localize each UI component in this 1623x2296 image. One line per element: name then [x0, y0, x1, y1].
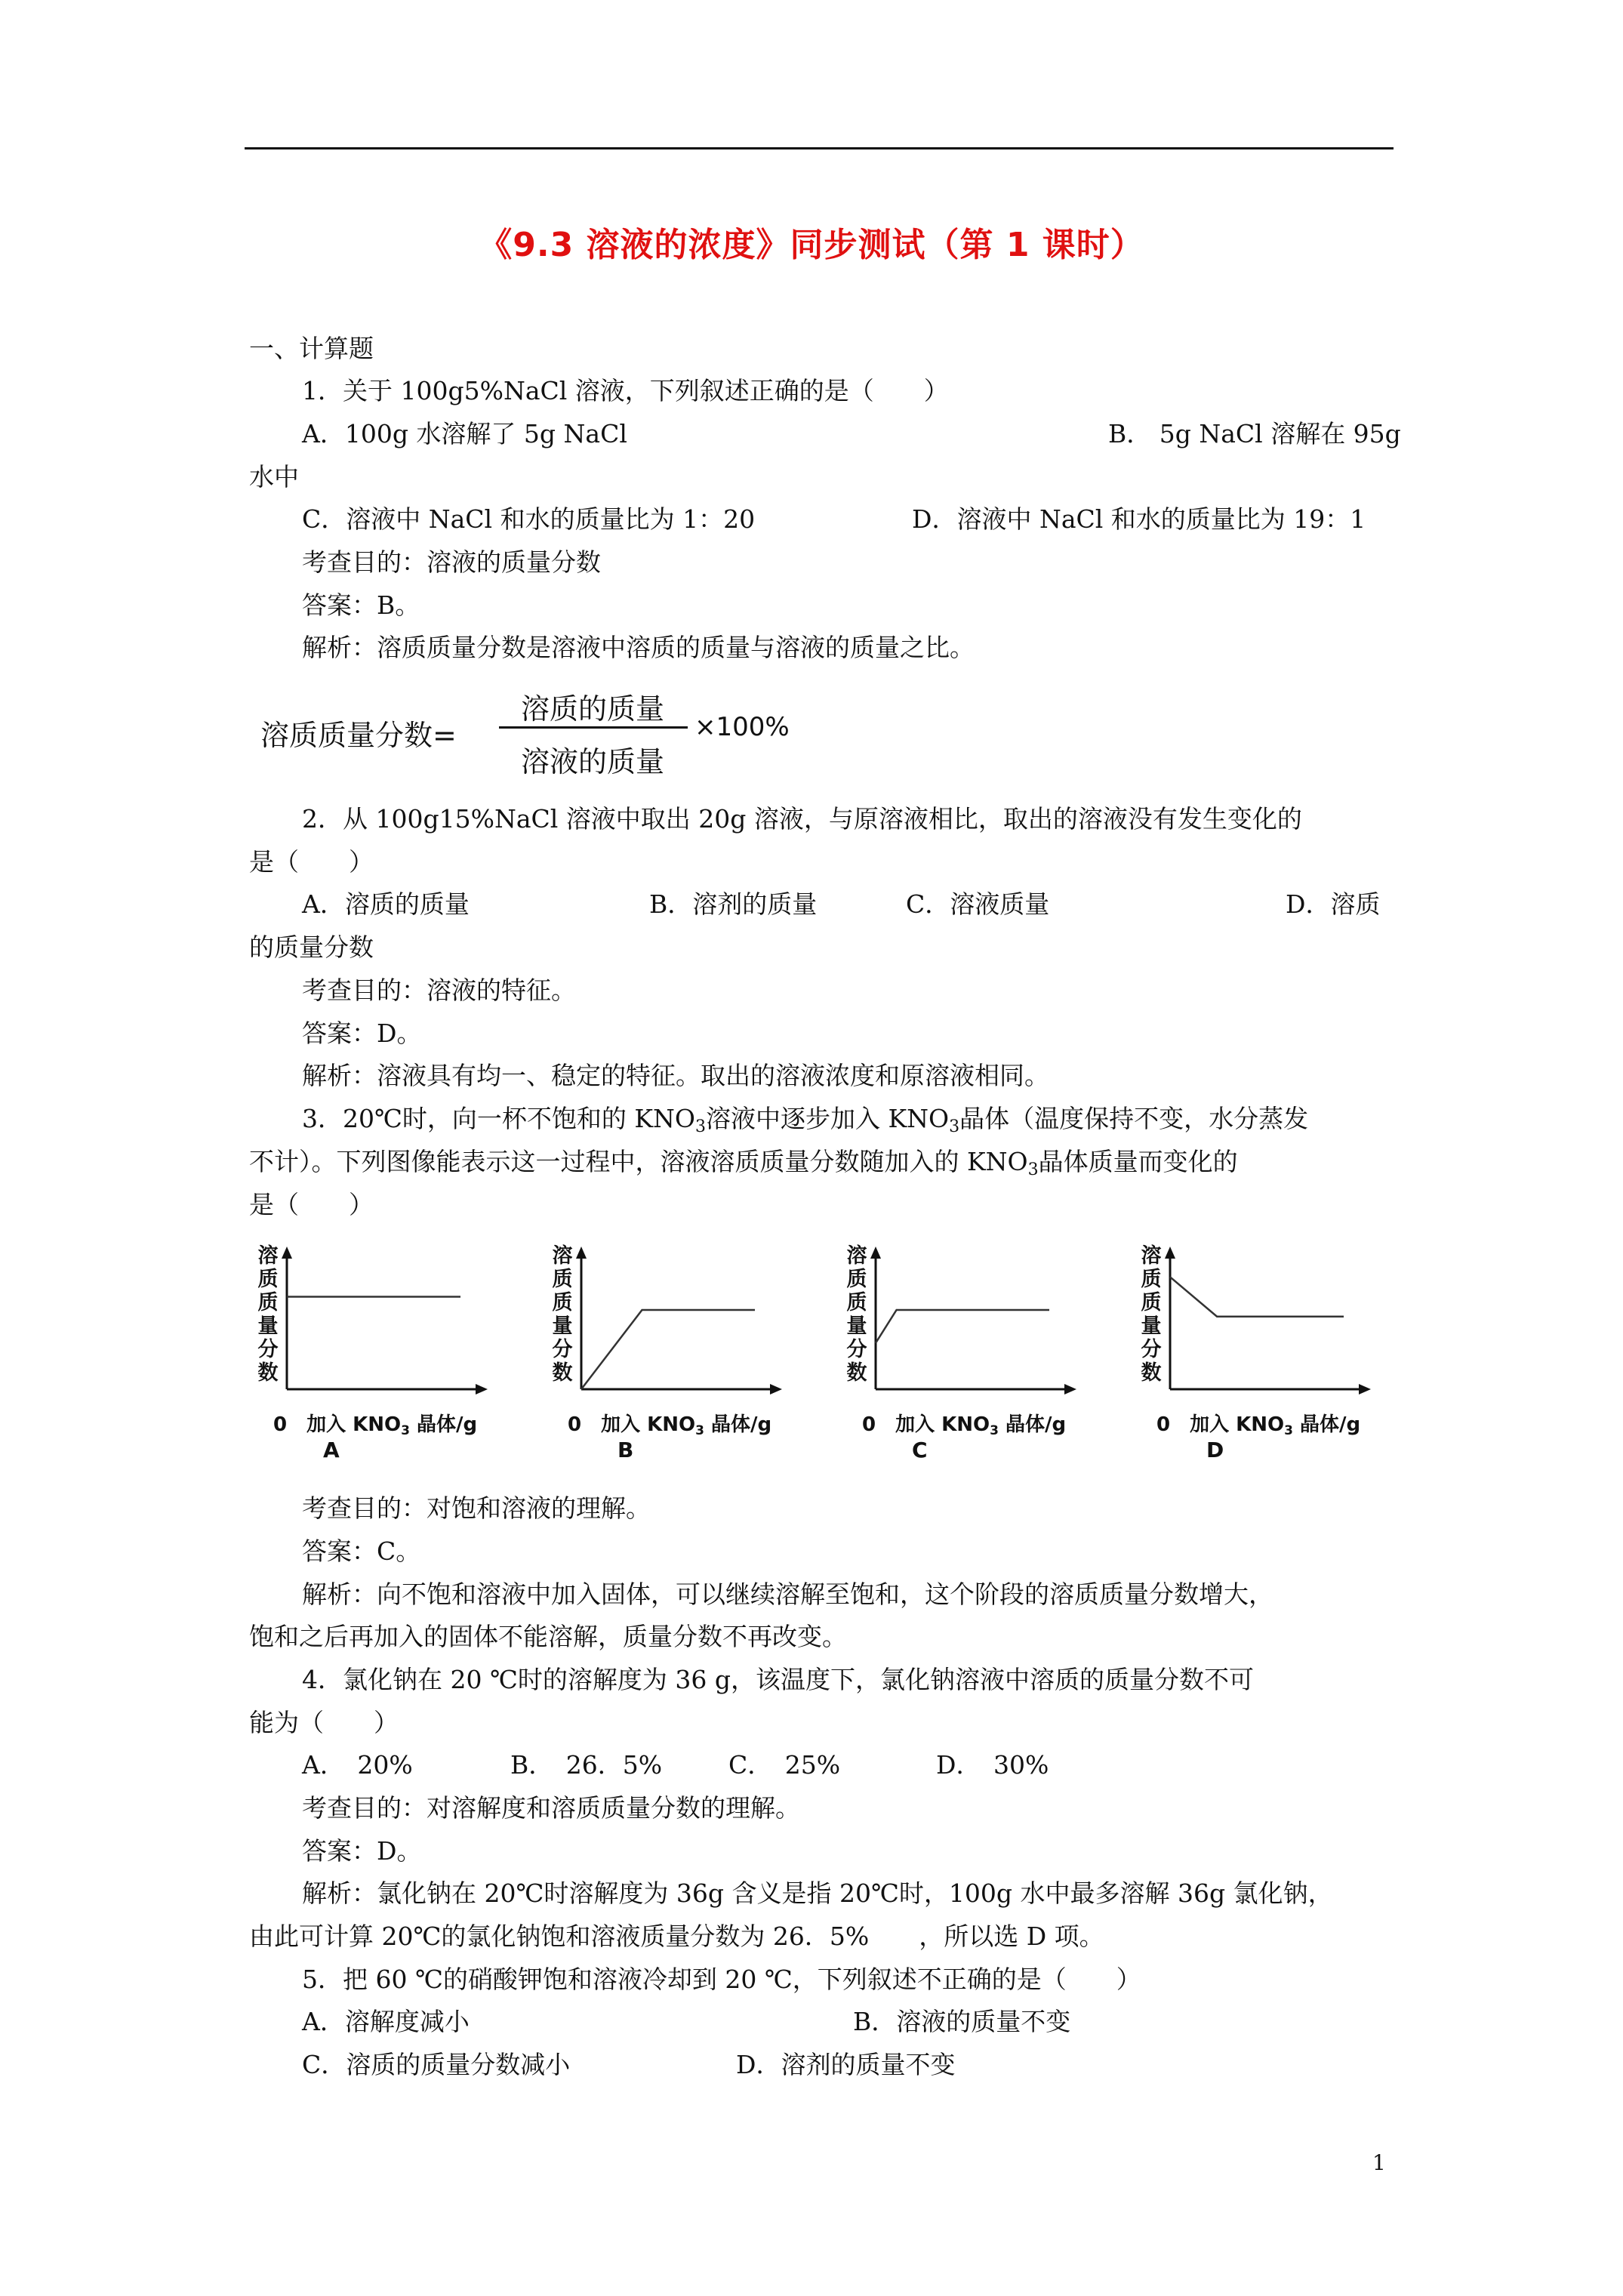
y-axis-label-char: 数	[1141, 1361, 1162, 1385]
q5-option-b: B．溶液的质量不变	[853, 2007, 1071, 2036]
y-axis-label-char: 分	[1141, 1338, 1162, 1361]
q4-option-a: A． 20%	[302, 1750, 413, 1780]
q2-analysis: 解析：溶液具有均一、稳定的特征。取出的溶液浓度和原溶液相同。	[302, 1061, 1049, 1090]
q4-analysis-line1: 解析：氯化钠在 20℃时溶解度为 36g 含义是指 20℃时，100g 水中最多溶解 36g 氯化钠，	[302, 1878, 1333, 1908]
graph-option-d	[1140, 1238, 1397, 1465]
q5-option-d: D．溶剂的质量不变	[736, 2050, 956, 2079]
x-axis-label: 0 加入 $KNO_3$ 晶体/g	[568, 1413, 772, 1438]
q2-option-b: B．溶剂的质量	[649, 889, 818, 919]
y-axis-label-char: 质	[846, 1268, 867, 1291]
q4-option-c: C． 25%	[728, 1750, 841, 1780]
y-axis-label-char: 溶	[1141, 1244, 1162, 1268]
y-axis-label-char: 量	[552, 1314, 573, 1338]
y-axis-label	[551, 1244, 574, 1385]
q3-stem-line2: 不计）。下列图像能表示这一过程中，溶液溶质质量分数随加入的 $KNO_3$晶体质量而变化的	[249, 1147, 1238, 1179]
q3-analysis-line1: 解析：向不饱和溶液中加入固体，可以继续溶解至饱和，这个阶段的溶质质量分数增大，	[302, 1579, 1273, 1609]
q2-stem-line1: 2．从 100g15%NaCl 溶液中取出 20g 溶液，与原溶液相比，取出的溶液没有发生变化的	[302, 804, 1302, 834]
q5-stem: 5．把 60 ℃的硝酸钾饱和溶液冷却到 20 ℃，下列叙述不正确的是（ ）	[302, 1965, 1141, 1994]
x-axis-arrow	[476, 1384, 488, 1395]
y-axis-arrow	[1165, 1247, 1175, 1259]
y-axis-label-char: 质	[257, 1268, 279, 1291]
y-axis-label	[1140, 1244, 1163, 1385]
q2-aim: 考查目的：溶液的特征。	[302, 975, 576, 1005]
graph-option-b	[551, 1238, 808, 1465]
graph-label: B	[617, 1438, 634, 1462]
page-title: 《9.3 溶液的浓度》同步测试（第 1 课时）	[479, 226, 1144, 264]
y-axis-label-char: 分	[846, 1338, 867, 1361]
graph-plot	[845, 1238, 1102, 1412]
y-axis-label	[257, 1244, 279, 1385]
q4-analysis-line2: 由此可计算 20℃的氯化钠饱和溶液质量分数为 26．5% ，所以选 D 项。	[249, 1922, 1104, 1951]
y-axis-label-char: 溶	[552, 1244, 573, 1268]
graph-plot	[257, 1238, 513, 1412]
q2-option-c: C．溶液质量	[906, 889, 1050, 919]
data-line	[876, 1310, 1049, 1343]
q1-analysis: 解析：溶质质量分数是溶液中溶质的质量与溶液的质量之比。	[302, 633, 975, 662]
y-axis-label-char: 质	[257, 1291, 279, 1314]
y-axis-label-char: 数	[552, 1361, 573, 1385]
x-axis-arrow	[1064, 1384, 1076, 1395]
q3-stem-line1: 3．20℃时，向一杯不饱和的 $KNO_3$溶液中逐步加入 $KNO_3$晶体（温度保持不变，水分蒸发	[302, 1104, 1309, 1136]
y-axis-label-char: 质	[1141, 1291, 1162, 1314]
q2-option-a: A．溶质的质量	[302, 889, 470, 919]
q4-option-d: D． 30%	[936, 1750, 1049, 1780]
data-line	[1170, 1277, 1344, 1316]
q5-option-a: A．溶解度减小	[302, 2007, 470, 2036]
q4-stem-line2: 能为（ ）	[249, 1708, 399, 1737]
data-line	[581, 1310, 755, 1389]
x-axis-label: 0 加入 $KNO_3$ 晶体/g	[273, 1413, 478, 1438]
y-axis-label-char: 分	[257, 1338, 279, 1361]
y-axis-arrow	[870, 1247, 881, 1259]
q2-option-d: D．溶质	[1286, 889, 1381, 919]
q4-option-b: B． 26．5%	[510, 1750, 663, 1780]
y-axis-arrow	[576, 1247, 587, 1259]
q4-stem-line1: 4．氯化钠在 20 ℃时的溶解度为 36 g，该温度下，氯化钠溶液中溶质的质量分数不可	[302, 1665, 1254, 1694]
x-axis-arrow	[770, 1384, 782, 1395]
q1-option-c: C．溶液中 NaCl 和水的质量比为 1：20	[302, 504, 756, 534]
x-axis-arrow	[1359, 1384, 1371, 1395]
q1-option-b: B． 5g NaCl 溶解在 95g	[1108, 419, 1401, 448]
graph-label: A	[323, 1438, 340, 1462]
x-axis-label: 0 加入 $KNO_3$ 晶体/g	[1156, 1413, 1361, 1438]
y-axis-label-char: 量	[846, 1314, 867, 1338]
q4-aim: 考查目的：对溶解度和溶质质量分数的理解。	[302, 1793, 800, 1823]
q1-stem: 1．关于 100g5%NaCl 溶液，下列叙述正确的是（ ）	[302, 376, 949, 405]
formula-denominator: 溶液的质量	[520, 745, 664, 778]
page-number: 1	[1372, 2150, 1386, 2175]
y-axis-label-char: 溶	[846, 1244, 867, 1268]
q2-stem-line2: 是（ ）	[249, 847, 374, 877]
q1-option-d: D．溶液中 NaCl 和水的质量比为 19：1	[912, 504, 1366, 534]
mass-fraction-formula	[260, 686, 789, 784]
graph-plot	[551, 1238, 808, 1412]
q3-answer: 答案：C。	[302, 1536, 421, 1566]
graph-label: C	[912, 1438, 928, 1462]
y-axis-label-char: 溶	[257, 1244, 279, 1268]
q2-option-d-cont: 的质量分数	[249, 932, 374, 962]
x-axis-label: 0 加入 $KNO_3$ 晶体/g	[862, 1413, 1067, 1438]
q1-answer: 答案：B。	[302, 590, 420, 620]
q1-option-a: A．100g 水溶解了 5g NaCl	[302, 419, 627, 448]
section-heading: 一、计算题	[249, 334, 374, 363]
y-axis-label-char: 数	[257, 1361, 279, 1385]
q2-answer: 答案：D。	[302, 1019, 422, 1048]
q4-answer: 答案：D。	[302, 1836, 422, 1866]
y-axis-label-char: 分	[552, 1338, 573, 1361]
fraction-bar	[499, 726, 688, 729]
y-axis-label-char: 量	[257, 1314, 279, 1338]
y-axis-label-char: 质	[552, 1291, 573, 1314]
q5-option-c: C．溶质的质量分数减小	[302, 2050, 571, 2079]
y-axis-label	[845, 1244, 868, 1385]
q1-aim: 考查目的：溶液的质量分数	[302, 547, 601, 577]
y-axis-arrow	[282, 1247, 292, 1259]
header-rule	[245, 147, 1394, 149]
q3-stem-line3: 是（ ）	[249, 1190, 374, 1219]
q3-aim: 考查目的：对饱和溶液的理解。	[302, 1493, 651, 1523]
y-axis-label-char: 质	[846, 1291, 867, 1314]
graph-option-a	[257, 1238, 513, 1465]
formula-numerator: 溶质的质量	[520, 692, 664, 726]
formula-lhs: 溶质质量分数=	[260, 719, 457, 752]
q1-option-b-cont: 水中	[249, 462, 299, 492]
graph-option-c	[845, 1238, 1102, 1465]
graph-label: D	[1206, 1438, 1224, 1462]
y-axis-label-char: 数	[846, 1361, 867, 1385]
y-axis-label-char: 质	[552, 1268, 573, 1291]
y-axis-label-char: 量	[1141, 1314, 1162, 1338]
graph-plot	[1140, 1238, 1397, 1412]
formula-factor: ×100%	[694, 712, 790, 742]
q3-analysis-line2: 饱和之后再加入的固体不能溶解，质量分数不再改变。	[249, 1622, 847, 1651]
y-axis-label-char: 质	[1141, 1268, 1162, 1291]
